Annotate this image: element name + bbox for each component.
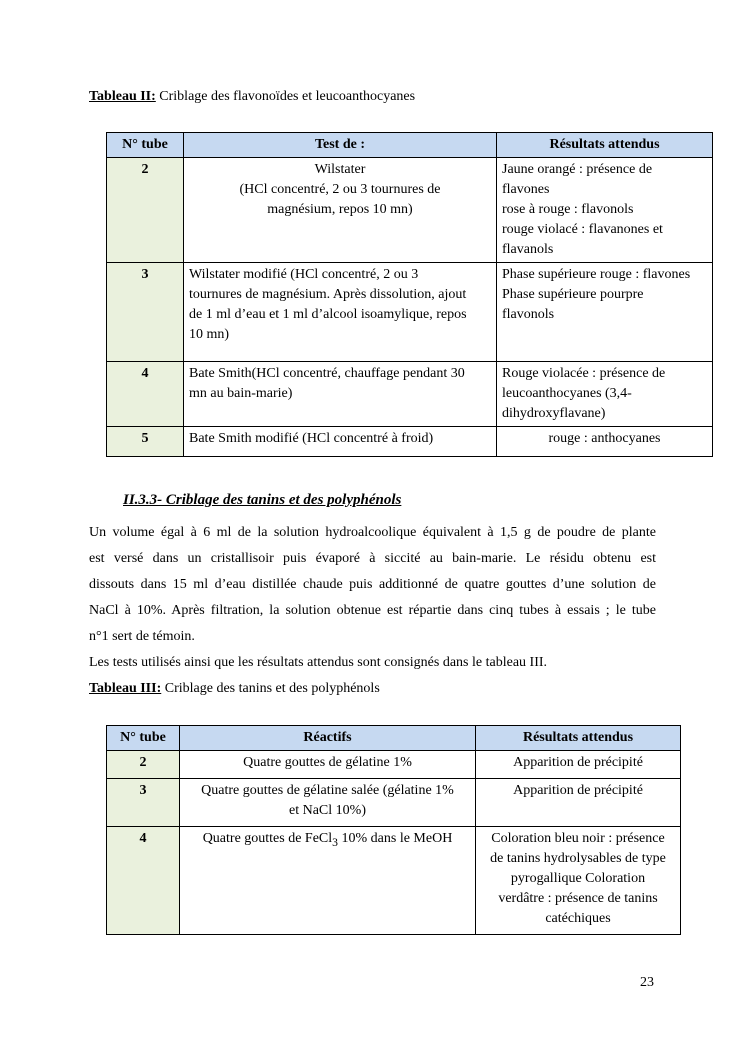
tube-number: 3 bbox=[107, 263, 184, 362]
reagent-cell bbox=[180, 779, 476, 827]
text-line: rouge : anthocyanes bbox=[548, 431, 661, 446]
text-line: Bate Smith modifié (HCl concentré à froid) bbox=[189, 431, 434, 446]
table2-caption bbox=[89, 89, 415, 105]
table3-caption-label: Tableau III: bbox=[89, 681, 162, 696]
page-number: 23 bbox=[640, 975, 654, 990]
test-cell bbox=[184, 362, 497, 427]
reagent-cell bbox=[180, 751, 476, 779]
table-row bbox=[107, 827, 681, 935]
text-line: Apparition de précipité bbox=[513, 755, 643, 770]
text-line: Phase supérieure pourpre bbox=[502, 287, 644, 302]
section-heading: II.3.3- Criblage des tanins et des polyphénols bbox=[123, 492, 402, 508]
text-line: rouge violacé : flavanones et bbox=[502, 222, 663, 237]
table2-caption-text: Criblage des flavonoïdes et leucoanthocyanes bbox=[155, 89, 416, 104]
text-line: Wilstater bbox=[314, 162, 366, 177]
text-line: 10 mn) bbox=[189, 327, 230, 342]
text-line: Coloration bleu noir : présence bbox=[491, 831, 665, 846]
paragraph-line: est versé dans un cristallisoir puis évaporé à siccité au bain-marie. Le résidu obtenu est bbox=[89, 551, 656, 566]
text-line: Phase supérieure rouge : flavones bbox=[502, 267, 691, 282]
table3-caption bbox=[89, 681, 380, 697]
table-row bbox=[107, 362, 713, 427]
result-cell bbox=[476, 779, 681, 827]
text-line: de 1 ml d’eau et 1 ml d’alcool isoamylique, repos bbox=[189, 307, 467, 322]
text-line: rose à rouge : flavonols bbox=[502, 202, 634, 217]
text-line: leucoanthocyanes (3,4- bbox=[502, 386, 632, 401]
tube-number: 5 bbox=[107, 427, 184, 457]
table2-caption-label: Tableau II: bbox=[89, 89, 156, 104]
table3-caption-text: Criblage des tanins et des polyphénols bbox=[161, 681, 380, 696]
subscript: 3 bbox=[332, 835, 338, 849]
result-cell bbox=[497, 362, 713, 427]
result-cell bbox=[476, 827, 681, 935]
text-line: flavanols bbox=[502, 242, 554, 257]
result-cell bbox=[476, 751, 681, 779]
col-header-tube: N° tube bbox=[107, 133, 184, 158]
text-line: verdâtre : présence de tanins bbox=[498, 891, 658, 906]
table-row bbox=[107, 427, 713, 457]
text-line: et NaCl 10%) bbox=[289, 803, 366, 818]
text-line: tournures de magnésium. Après dissolution, ajout bbox=[189, 287, 467, 302]
test-cell bbox=[184, 263, 497, 362]
paragraph-line: dissouts dans 15 ml d’eau distillée chaude puis additionné de quatre gouttes d’une solution de bbox=[89, 577, 656, 592]
table-header-row bbox=[107, 133, 713, 158]
paragraph-line: NaCl à 10%. Après filtration, la solution obtenue est répartie dans cinq tubes à essais ; le tube bbox=[89, 603, 656, 618]
text-line: mn au bain-marie) bbox=[189, 386, 293, 401]
table-header-row bbox=[107, 726, 681, 751]
paragraph-line: n°1 sert de témoin. bbox=[89, 629, 195, 644]
text-line: dihydroxyflavane) bbox=[502, 406, 606, 421]
col-header-reagents: Réactifs bbox=[180, 726, 476, 751]
text-line: flavones bbox=[502, 182, 550, 197]
table-row bbox=[107, 263, 713, 362]
col-header-tube: N° tube bbox=[107, 726, 180, 751]
tube-number: 4 bbox=[107, 827, 180, 935]
table-2 bbox=[106, 132, 713, 457]
result-cell bbox=[497, 263, 713, 362]
text-line: pyrogallique Coloration bbox=[510, 871, 646, 886]
text-line: Quatre gouttes de FeCl bbox=[202, 831, 333, 846]
text-line: Apparition de précipité bbox=[513, 783, 643, 798]
tube-number: 4 bbox=[107, 362, 184, 427]
test-cell bbox=[184, 158, 497, 263]
col-header-results: Résultats attendus bbox=[497, 133, 713, 158]
text-line: Bate Smith(HCl concentré, chauffage pendant 30 bbox=[189, 366, 465, 381]
table-row bbox=[107, 779, 681, 827]
paragraph-2: Les tests utilisés ainsi que les résultats attendus sont consignés dans le tableau III. bbox=[89, 655, 548, 670]
text-line: catéchiques bbox=[545, 911, 611, 926]
text-line: Jaune orangé : présence de bbox=[502, 162, 653, 177]
text-line: Rouge violacée : présence de bbox=[502, 366, 666, 381]
table-row bbox=[107, 751, 681, 779]
text-line: (HCl concentré, 2 ou 3 tournures de bbox=[239, 182, 441, 197]
result-cell bbox=[497, 158, 713, 263]
text-line: de tanins hydrolysables de type bbox=[490, 851, 666, 866]
col-header-test: Test de : bbox=[184, 133, 497, 158]
text-line: 10% dans le MeOH bbox=[338, 831, 453, 846]
test-cell bbox=[184, 427, 497, 457]
tube-number: 2 bbox=[107, 751, 180, 779]
text-line: magnésium, repos 10 mn) bbox=[267, 202, 413, 217]
text-line: Wilstater modifié (HCl concentré, 2 ou 3 bbox=[189, 267, 419, 282]
text-line: Quatre gouttes de gélatine 1% bbox=[243, 755, 412, 770]
table-row bbox=[107, 158, 713, 263]
table-3 bbox=[106, 725, 681, 935]
col-header-results: Résultats attendus bbox=[476, 726, 681, 751]
paragraph-line: Un volume égal à 6 ml de la solution hydroalcoolique équivalent à 1,5 g de poudre de plante bbox=[89, 525, 656, 540]
tube-number: 3 bbox=[107, 779, 180, 827]
text-line: flavonols bbox=[502, 307, 555, 322]
tube-number: 2 bbox=[107, 158, 184, 263]
reagent-cell bbox=[180, 827, 476, 935]
result-cell bbox=[497, 427, 713, 457]
text-line: Quatre gouttes de gélatine salée (gélatine 1% bbox=[201, 783, 454, 798]
